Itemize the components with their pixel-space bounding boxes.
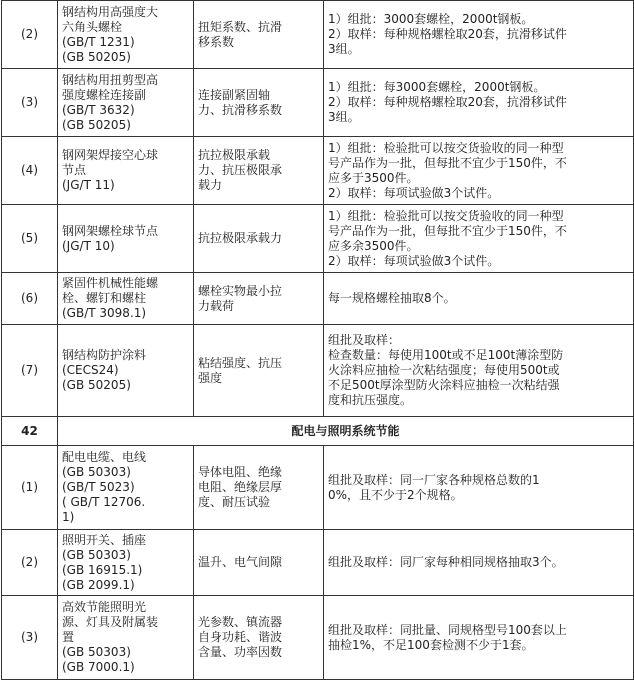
test-parameters: 螺栓实物最小拉 力载荷 bbox=[194, 273, 324, 325]
row-number: (6) bbox=[2, 273, 58, 325]
test-parameters: 粘结强度、抗压 强度 bbox=[194, 325, 324, 417]
item-name: 钢网架焊接空心球 节点 (JG/T 11) bbox=[58, 137, 194, 205]
section-title: 配电与照明系统节能 bbox=[58, 417, 634, 446]
sampling-rule: 1）组批：检验批可以按交货验收的同一种型 号产品作为一批，但每批不宜少于150件，不 应多于3500件。 2）取样：每项试验做3个试件。 bbox=[324, 137, 634, 205]
sampling-rule: 组批及取样：同一厂家各种规格总数的1 0%，且不少于2个规格。 bbox=[324, 446, 634, 530]
row-number: (2) bbox=[2, 1, 58, 69]
test-parameters: 连接副紧固轴 力、抗滑移系数 bbox=[194, 69, 324, 137]
test-parameters: 光参数、镇流器 自身功耗、谐波 含量、功率因数 bbox=[194, 596, 324, 680]
test-parameters: 导体电阻、绝缘 电阻、绝缘层厚 度、耐压试验 bbox=[194, 446, 324, 530]
table-row bbox=[2, 596, 634, 680]
test-parameters: 温升、电气间隙 bbox=[194, 530, 324, 596]
item-name: 钢网架螺栓球节点 (JG/T 10) bbox=[58, 205, 194, 273]
row-number: (3) bbox=[2, 596, 58, 680]
item-name: 钢结构用高强度大 六角头螺栓 (GB/T 1231) (GB 50205) bbox=[58, 1, 194, 69]
table-row bbox=[2, 530, 634, 596]
item-name: 配电电缆、电线 (GB 50303) (GB/T 5023) ( GB/T 12706. 1) bbox=[58, 446, 194, 530]
table-row bbox=[2, 446, 634, 530]
table-row bbox=[2, 325, 634, 417]
row-number: (5) bbox=[2, 205, 58, 273]
section-header-row bbox=[2, 417, 634, 446]
test-parameters: 扭矩系数、抗滑 移系数 bbox=[194, 1, 324, 69]
sampling-rule: 组批及取样： 检查数量：每使用100t或不足100t薄涂型防 火涂料应抽检一次粘结强度；每使用500t或 不足500t厚涂型防火涂料应抽检一次粘结强 度和抗压强度。 bbox=[324, 325, 634, 417]
test-parameters: 抗拉极限承载力 bbox=[194, 205, 324, 273]
sampling-rule: 组批及取样：同批量、同规格型号100套以上 抽检1%，不足100套检测不少于1套。 bbox=[324, 596, 634, 680]
table-row bbox=[2, 205, 634, 273]
standards-table bbox=[1, 0, 634, 680]
table-row bbox=[2, 69, 634, 137]
sampling-rule: 每一规格螺栓抽取8个。 bbox=[324, 273, 634, 325]
section-number: 42 bbox=[2, 417, 58, 446]
table-row bbox=[2, 273, 634, 325]
row-number: (4) bbox=[2, 137, 58, 205]
table-row bbox=[2, 137, 634, 205]
sampling-rule: 1）组批：3000套螺栓，2000t钢板。 2）取样：每种规格螺栓取20套，抗滑移试件 3组。 bbox=[324, 1, 634, 69]
row-number: (2) bbox=[2, 530, 58, 596]
row-number: (7) bbox=[2, 325, 58, 417]
item-name: 紧固件机械性能螺 栓、螺钉和螺柱 (GB/T 3098.1) bbox=[58, 273, 194, 325]
sampling-rule: 组批及取样：同厂家每种相同规格抽取3个。 bbox=[324, 530, 634, 596]
item-name: 照明开关、插座 (GB 50303) (GB 16915.1) (GB 2099.1) bbox=[58, 530, 194, 596]
item-name: 高效节能照明光 源、灯具及附属装 置 (GB 50303) (GB 7000.1) bbox=[58, 596, 194, 680]
sampling-rule: 1）组批：每3000套螺栓，2000t钢板。 2）取样：每种规格螺栓取20套，抗滑移试件 3组。 bbox=[324, 69, 634, 137]
item-name: 钢结构用扭剪型高 强度螺栓连接副 (GB/T 3632) (GB 50205) bbox=[58, 69, 194, 137]
table-row bbox=[2, 1, 634, 69]
row-number: (1) bbox=[2, 446, 58, 530]
row-number: (3) bbox=[2, 69, 58, 137]
item-name: 钢结构防护涂料 (CECS24) (GB 50205) bbox=[58, 325, 194, 417]
sampling-rule: 1）组批：检验批可以按交货验收的同一种型 号产品作为一批，但每批不宜少于150件，不 应多余3500件。 2）取样：每项试验做3个试件。 bbox=[324, 205, 634, 273]
test-parameters: 抗拉极限承载 力、抗压极限承 载力 bbox=[194, 137, 324, 205]
